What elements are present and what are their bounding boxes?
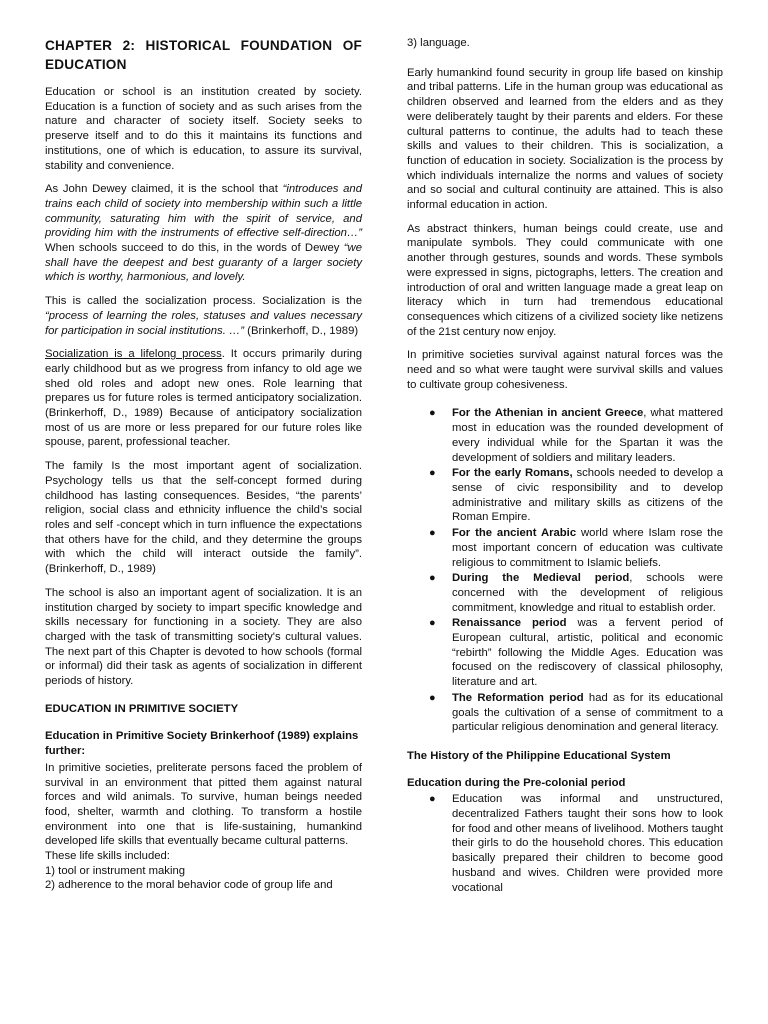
list-item [407,792,723,895]
list-item [407,571,723,615]
list-item-lead: For the Athenian in ancient Greece [452,407,644,420]
list-item [407,526,723,570]
paragraph-socialization [45,294,362,338]
bullet-icon: ● [429,407,436,420]
dewey-quote-1: “introduces and trains each child of society into membership within such a little community, saturating him with the spirit of service, and providing him with the instruments of effective self-direction…” [45,183,362,240]
bullet-icon: ● [429,527,436,540]
life-skill-1: 1) tool or instrument making [45,864,186,877]
citation: (Brinkerhoff, D., 1989) [244,324,359,337]
right-column [407,36,723,909]
paragraph-abstract-thinkers: As abstract thinkers, human beings could create, use and manipulate symbols. They could communicate with one another through gestures, sounds and words. These symbols were expressed in signs, pictographs, letters. The creation and introduction of oral and written language made a great leap on literacy which in turn had tremendous educational consequences which citizens of a civilized society like netizens of the 21st century now enjoy. [407,222,723,338]
list-item [407,616,723,690]
paragraph-lifelong [45,347,362,450]
history-periods-list [407,406,723,734]
list-item-text: Education was informal and unstructured, decentralized Fathers taught their sons how to look for food and other means of livelihood. Mothers taught their girls to do the household chores. This education basically prepared their children to become good husband and wives. Children were provided more vocational [452,793,723,894]
bullet-icon: ● [429,467,436,480]
bullet-icon: ● [429,793,436,806]
list-item-text: schools needed to develop a sense of civic responsibility and to develop administrative and military skills as citizens of the Roman Empire. [452,467,723,524]
text-run: This is called the socialization process. Socialization is the [45,295,362,308]
paragraph-survival: In primitive societies survival against natural forces was the need and so what were taught were survival skills and values to cultivate group cohesiveness. [407,349,723,391]
list-item-lead: For the early Romans, [452,467,573,480]
bullet-icon: ● [429,617,436,630]
heading-precolonial: Education during the Pre-colonial period [407,776,626,789]
chapter-title: CHAPTER 2: HISTORICAL FOUNDATION OF EDUCATION [45,38,362,72]
bullet-icon: ● [429,572,436,585]
paragraph-school: The school is also an important agent of socialization. It is an institution charged by society to impart specific knowledge and skills necessary for functioning in a society. They are also charged with the task of transmitting society's cultural values. The next part of this Chapter is devoted to how schools (formal or informal) did their task as agents of socialization in different periods of history. [45,586,362,688]
list-item-text: world where Islam rose the most important concern of education was cultivate religious to commitment to Islamic beliefs. [452,527,723,569]
dewey-quote-2: “we shall have the deepest and best guaranty of a larger society which is worthy, harmonious, and lovely. [45,242,362,284]
list-item-text: , what mattered most in education was the rounded development of every individual while for the Spartan it was the development of soldiers and military leaders. [452,407,723,464]
list-item-text: had as for its educational goals the cultivation of a sense of commitment to a particular religious denomination and general literacy. [452,691,723,734]
paragraph-early-humankind: Early humankind found security in group life based on kinship and tribal patterns. Life in the human group was educational as children observed and learned from the elders and as they were deliberately taught by their parents and elders. For these cultural patterns to continue, the adults had to teach these skills and values to their children. This is socialization, a function of education in society. Socialization is the process by which individuals internalize the norms and values of society and so social and cultural continuity are attained. This is also informal education in action. [407,66,723,212]
socialization-quote: “process of learning the roles, statuses and values necessary for participation in social institutions. …” [45,309,362,337]
heading-philippine-history: The History of the Philippine Educational System [407,749,671,762]
list-item-lead: For the ancient Arabic [452,527,577,540]
left-column [45,36,362,893]
list-item-text: , schools were concerned with the development of religious commitment, knowledge and ritual to establish order. [452,572,723,614]
list-item-lead: Renaissance period [452,617,567,630]
paragraph-education-institution: Education or school is an institution created by society. Education is a function of society and as such arises from the nature and character of society itself. Society seeks to preserve itself and to do this it maintains its functions and institutions, one of which is education, to assure its survival, stability and convenience. [45,86,362,172]
life-skills-intro: These life skills included: [45,850,170,863]
text-run: . It occurs primarily during early childhood but as we progress from infancy to old age we shed old roles and adopt new ones. Role learning that prepares us for future roles is termed anticipatory socialization. (Brinkerhoff, D., 1989) Because of anticipatory socialization most of us are more or less prepared for our future roles like spouse, parent, professional teacher. [45,348,363,449]
precolonial-list [407,792,723,895]
list-item [407,691,723,735]
text-run: As John Dewey claimed, it is the school that [45,183,283,196]
life-skill-3: 3) language. [407,37,470,49]
subheading-brinkerhoof: Education in Primitive Society Brinkerhoof (1989) explains further: [45,730,359,758]
bullet-icon: ● [429,691,436,704]
heading-primitive-society: EDUCATION IN PRIMITIVE SOCIETY [45,702,239,715]
paragraph-dewey [45,182,362,285]
list-item [407,406,723,465]
paragraph-family: The family Is the most important agent of socialization. Psychology tells us that the self-concept formed during childhood has lasting consequences. Besides, “the parents’ religion, social class and ethnicity influence the child’s social roles and self -concept which in turn influence the expectations that others have for the child, and they determine the groups with which the child will interact outside the family”. (Brinkerhoff, D., 1989) [45,460,362,576]
lifelong-underlined: Socialization is a lifelong process [45,348,222,361]
list-item-lead: The Reformation period [452,691,584,704]
life-skill-2: 2) adherence to the moral behavior code of group life and [45,879,333,892]
text-run: When schools succeed to do this, in the words of Dewey [45,242,344,255]
list-item-lead: During the Medieval period [452,572,630,585]
list-item [407,466,723,525]
paragraph-primitive: In primitive societies, preliterate persons faced the problem of survival in an environment that pitted them against natural forces and wild animals. To survive, human beings needed food, shelter, warmth and clothing. To transform a hostile environment into one that is life-sustaining, humankind developed life skills that eventually became cultural patterns. [45,761,362,848]
list-item-text: was a fervent period of European cultural, artistic, political and economic “rebirth” following the Middle Ages. Education was focused on the rediscovery of classical philosophy, literature and art. [452,617,723,689]
